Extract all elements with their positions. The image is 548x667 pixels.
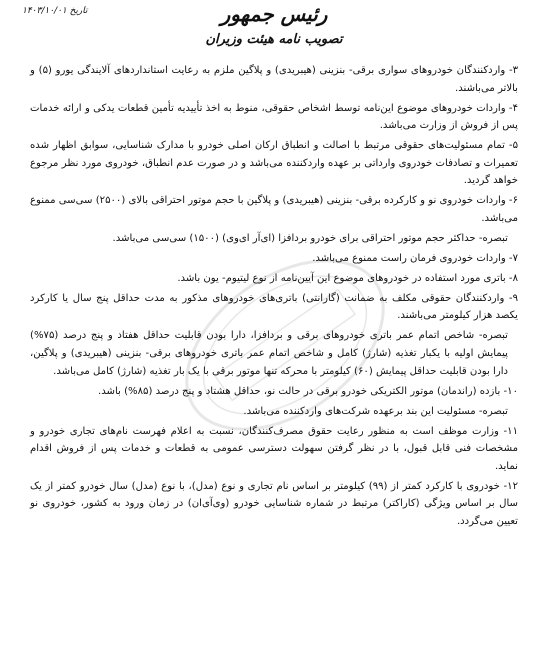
paragraph-9: ۹- واردکنندگان حقوقی مکلف به ضمانت (گارانتی) باتری‌های خودروهای مذکور به مدت حداقل پنج سال یا کارکرد یکصد هزار کیلومتر می‌باشند. (30, 292, 518, 322)
paragraph-4: ۴- واردات خودروهای موضوع این‌نامه توسط اشخاص حقوقی، منوط به اخذ تأییدیه تأمین قطعات یدکی و ارائه خدمات پس از فروش از وزارت می‌باشد. (30, 102, 518, 132)
paragraph-6-note: تبصره- حداکثر حجم موتور احتراقی برای خودرو بردافزا (ای‌آر ای‌وی) (۱۵۰۰) سی‌سی می‌باشد. (112, 232, 508, 244)
paragraph-3: ۳- واردکنندگان خودروهای سواری برقی- بنزینی (هیبریدی) و پلاگین ملزم به رعایت استانداردهای آلایندگی یورو (۵) و بالاتر می‌باشند. (30, 65, 519, 94)
paragraph-8: ۸- باتری مورد استفاده در خودروهای موضوع این آیین‌نامه از نوع لیتیوم- یون باشد. (177, 272, 518, 284)
paragraph-5: ۵- تمام مسئولیت‌های حقوقی مرتبط با اصالت و انطباق ارکان اصلی خودرو با مدارک شناسایی، سوابق اظهار شده تعمیرات و تصادفات خودروی وارداتی بر عهده واردکننده می‌باشد و در صورت عدم انطباق، خودروی مورد نظر مرجوع خواهد گردید. (30, 140, 518, 187)
paragraph-6: ۶- واردات خودروی نو و کارکرده برقی- بنزینی (هیبریدی) و پلاگین با حجم موتور احتراقی بالای (۲۵۰۰) سی‌سی ممنوع می‌باشد. (30, 195, 518, 224)
paragraph-7: ۷- واردات خودروی فرمان راست ممنوع می‌باشد. (312, 252, 518, 264)
document-body (30, 62, 518, 533)
paragraph-9-note: تبصره- شاخص اتمام عمر باتری خودروهای برقی و بردافزا، دارا بودن قابلیت حداقل هفتاد و پنج درصد (۷۵%) پیمایش اولیه با یکبار تغذیه (شارژ) کامل و شاخص اتمام عمر باتری خودروهای برقی- بنزینی (هیبریدی) و پلاگین، دارا بودن قابلیت حداقل پیمایش (۶۰) کیلومتر با محرکه تنها موتور برقی با یک بار تغذیه (شارژ) کامل می‌باشد. (30, 330, 508, 377)
paragraph-11: ۱۱- وزارت موظف است به منظور رعایت حقوق مصرف‌کنندگان، نسبت به اعلام فهرست نام‌های تجاری خودرو و مشخصات فنی قابل قبول، با در نظر گرفتن سهولت دسترسی عمومی به قطعات و خدمات پس از فروش اقدام نماید. (30, 425, 518, 472)
paragraph-10: ۱۰- بازده (راندمان) موتور الکتریکی خودرو برقی در حالت نو، حداقل هشتاد و پنج درصد (۸۵%) باشد. (98, 385, 518, 397)
document-header (0, 0, 548, 60)
document-subtitle: تصویب نامه هیئت وزیران (205, 32, 343, 47)
paragraph-10-note: تبصره- مسئولیت این بند برعهده شرکت‌های واردکننده می‌باشد. (243, 405, 508, 417)
document-date: تاریخ ۱۴۰۳/۱۰/۰۱ (22, 6, 88, 16)
document-title: رئیس جمهور (220, 2, 328, 26)
paragraph-12: ۱۲- خودروی با کارکرد کمتر از (۹۹) کیلومتر بر اساس نام تجاری و نوع (مدل)، با نوع (مدل) سال خودرو کمتر از یک سال بر اساس ویژگی (کاراکتر) مرتبط در شماره شناسایی خودرو (وی‌آی‌ان) در زمان ورود به کشور، خودروی نو تعیین می‌گردد. (30, 480, 519, 527)
